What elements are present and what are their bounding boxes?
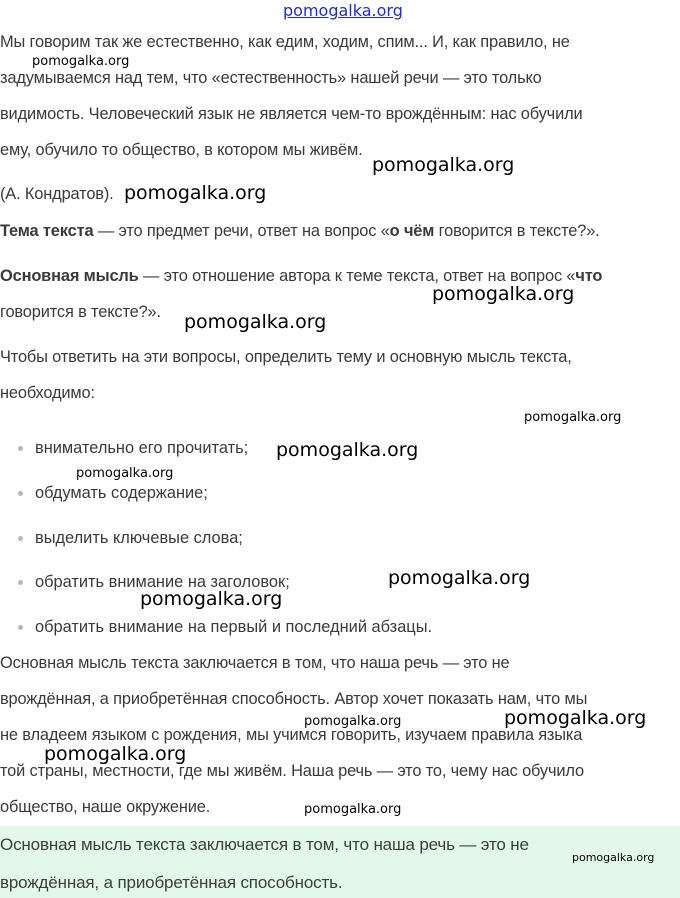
topic-definition (0, 222, 600, 241)
watermark: pomogalka.org (124, 182, 267, 204)
watermark: pomogalka.org (44, 743, 187, 765)
watermark: pomogalka.org (388, 567, 531, 589)
watermark: pomogalka.org (524, 410, 622, 425)
analysis-line: общество, наше окружение. (0, 798, 211, 816)
watermark: pomogalka.org (432, 283, 575, 305)
answer-line: Основная мысль текста заключается в том, что наша речь — это не (0, 835, 529, 854)
quote-line: ему, обучило то общество, в котором мы живём. (0, 141, 363, 159)
watermark: pomogalka.org (140, 588, 283, 610)
main-idea-emphasis: что (575, 267, 603, 285)
main-idea-text: — это отношение автора к теме текста, ответ на вопрос « (138, 267, 576, 285)
quote-line: видимость. Человеческий язык не является чем-то врождённым: нас обучили (0, 105, 583, 123)
topic-text-end: говорится в тексте?». (434, 222, 600, 240)
watermark: pomogalka.org (372, 154, 515, 176)
list-item-label: обратить внимание на первый и последний абзацы. (35, 618, 433, 636)
instructions-line: необходимо: (0, 384, 95, 402)
list-item-label: обдумать содержание; (35, 484, 208, 502)
list-item (0, 484, 208, 503)
instructions-line: Чтобы ответить на эти вопросы, определить тему и основную мысль текста, (0, 348, 572, 366)
list-item (0, 529, 243, 548)
watermark: pomogalka.org (504, 707, 647, 729)
list-item (0, 439, 248, 458)
watermark: pomogalka.org (184, 311, 327, 333)
watermark: pomogalka.org (304, 714, 402, 729)
topic-emphasis: о чём (389, 222, 435, 240)
bullet-icon (18, 625, 23, 630)
bullet-icon (18, 446, 23, 451)
analysis-line: врождённая, а приобретённая способность. Автор хочет показать нам, что мы (0, 690, 588, 708)
bullet-icon (18, 580, 23, 585)
answer-line: врождённая, а приобретённая способность. (0, 873, 343, 892)
list-item-label: выделить ключевые слова; (35, 529, 243, 547)
analysis-line: не владеем языком с рождения, мы учимся говорить, изучаем правила языка (0, 726, 583, 744)
list-item (0, 618, 432, 637)
quote-author: (А. Кондратов). (0, 185, 114, 203)
watermark: pomogalka.org (276, 439, 419, 461)
watermark: pomogalka.org (304, 802, 402, 817)
site-link[interactable]: pomogalka.org (283, 1, 403, 20)
list-item-label: обратить внимание на заголовок; (35, 573, 290, 591)
bullet-icon (18, 491, 23, 496)
quote-line: задумываемся над тем, что «естественность» нашей речи — это только (0, 69, 542, 87)
analysis-line: Основная мысль текста заключается в том, что наша речь — это не (0, 654, 510, 672)
watermark: pomogalka.org (32, 54, 130, 69)
topic-text: — это предмет речи, ответ на вопрос « (93, 222, 390, 240)
main-idea-term: Основная мысль (0, 267, 139, 285)
topic-term: Тема текста (0, 222, 94, 240)
watermark: pomogalka.org (76, 466, 174, 481)
quote-line: Мы говорим так же естественно, как едим, ходим, спим... И, как правило, не (0, 33, 570, 51)
analysis-line: той страны, местности, где мы живём. Наша речь — это то, чему нас обучило (0, 762, 584, 780)
list-item-label: внимательно его прочитать; (35, 439, 249, 457)
watermark: pomogalka.org (572, 851, 655, 864)
bullet-icon (18, 536, 23, 541)
main-idea-line2: говорится в тексте?». (0, 303, 161, 321)
